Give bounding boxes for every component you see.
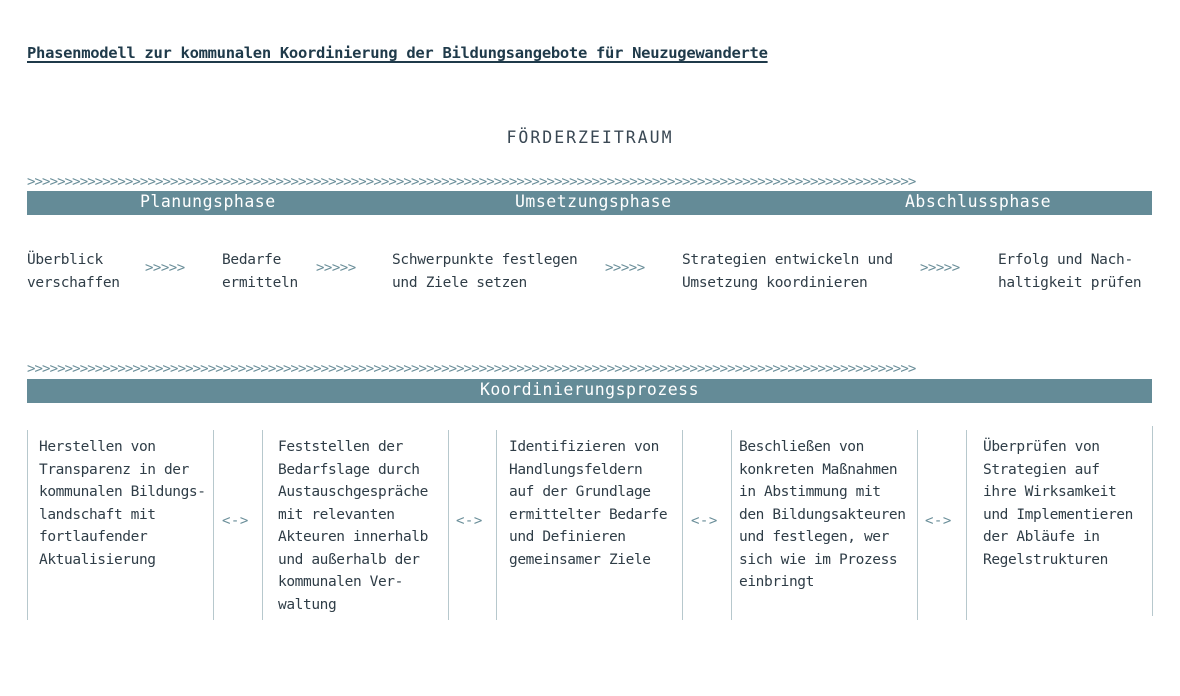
process-band <box>27 379 1152 403</box>
step-line: Schwerpunkte festlegen <box>392 252 578 268</box>
column-line: Austauschgespräche <box>278 484 428 500</box>
column-line: Feststellen der <box>278 439 403 455</box>
divider <box>966 430 967 620</box>
column-line: auf der Grundlage <box>509 484 651 500</box>
step-arrow: >>>>> <box>605 260 645 276</box>
step-line: Überblick <box>27 252 103 268</box>
column-line: der Abläufe in <box>983 529 1100 545</box>
column-line: ermittelter Bedarfe <box>509 506 668 523</box>
step-ueberblick <box>27 249 120 294</box>
phase-label-umsetzung: Umsetzungsphase <box>515 192 672 211</box>
step-bedarfe <box>222 249 298 294</box>
step-line: ermitteln <box>222 274 298 291</box>
bidirectional-arrow: <-> <box>456 513 483 529</box>
step-arrow: >>>>> <box>920 260 960 276</box>
step-line: Bedarfe <box>222 252 282 268</box>
phase-band <box>27 191 1152 215</box>
column-line: Strategien auf <box>983 461 1100 478</box>
step-line: verschaffen <box>27 274 120 291</box>
column-line: und Implementieren <box>983 506 1133 523</box>
column-line: Herstellen von <box>39 439 156 455</box>
divider <box>917 430 918 620</box>
divider <box>731 430 732 620</box>
divider <box>1152 426 1153 616</box>
column-line: Beschließen von <box>739 439 864 455</box>
column-line: und Definieren <box>509 529 626 545</box>
step-strategien <box>682 249 893 294</box>
timeline-chevrons-bottom: >>>>>>>>>>>>>>>>>>>>>>>>>>>>>>>>>>>>>>>>>>>>>>>>>>>>>>>>>>>>>>>>>>>>>>>>>>>>>>>>>>>>>>>>>>>>>>>>>>>>>>>>>>>>>>>>>>>>>> <box>27 361 916 377</box>
column-line: kommunalen Ver- <box>278 574 403 590</box>
phase-label-planung: Planungsphase <box>140 192 276 211</box>
column-line: einbringt <box>739 574 814 590</box>
column-line: Identifizieren von <box>509 439 659 455</box>
bidirectional-arrow: <-> <box>222 513 249 529</box>
column-line: den Bildungsakteuren <box>739 506 906 523</box>
phase-label-abschluss: Abschlussphase <box>905 192 1052 211</box>
divider <box>262 430 263 620</box>
divider <box>448 430 449 620</box>
step-line: und Ziele setzen <box>392 274 527 291</box>
column-line: Aktualisierung <box>39 551 156 568</box>
divider <box>27 430 28 620</box>
divider <box>496 430 497 620</box>
column-line: fortlaufender <box>39 529 148 545</box>
step-schwerpunkte <box>392 249 577 294</box>
column-line: kommunalen Bildungs- <box>39 484 206 500</box>
column-line: Handlungsfeldern <box>509 461 643 478</box>
bidirectional-arrow: <-> <box>691 513 718 529</box>
process-column-handlungsfelder <box>509 436 667 571</box>
process-column-bedarfslage <box>278 436 428 616</box>
column-line: ihre Wirksamkeit <box>983 484 1117 500</box>
column-line: Akteuren innerhalb <box>278 529 428 545</box>
step-arrow: >>>>> <box>316 260 356 276</box>
step-line: Erfolg und Nach- <box>998 252 1133 268</box>
divider <box>682 430 683 620</box>
step-line: haltigkeit prüfen <box>998 274 1142 291</box>
process-title: Koordinierungsprozess <box>479 380 700 399</box>
column-line: waltung <box>278 596 337 613</box>
column-line: Überprüfen von <box>983 439 1100 455</box>
column-line: landschaft mit <box>39 506 156 523</box>
column-line: Transparenz in der <box>39 461 189 478</box>
column-line: gemeinsamer Ziele <box>509 551 651 568</box>
step-line: Strategien entwickeln und <box>682 252 893 268</box>
column-line: in Abstimmung mit <box>739 484 881 500</box>
column-line: und festlegen, wer <box>739 529 889 545</box>
column-line: Regelstrukturen <box>983 551 1108 568</box>
column-line: konkreten Maßnahmen <box>739 461 898 478</box>
bidirectional-arrow: <-> <box>925 513 952 529</box>
column-line: sich wie im Prozess <box>739 551 898 568</box>
foerderzeitraum-label: FÖRDERZEITRAUM <box>506 128 674 147</box>
timeline-chevrons-top: >>>>>>>>>>>>>>>>>>>>>>>>>>>>>>>>>>>>>>>>>>>>>>>>>>>>>>>>>>>>>>>>>>>>>>>>>>>>>>>>>>>>>>>>>>>>>>>>>>>>>>>>>>>>>>>>>>>>>> <box>27 174 916 190</box>
step-arrow: >>>>> <box>145 260 185 276</box>
step-line: Umsetzung koordinieren <box>682 274 868 291</box>
column-line: Bedarfslage durch <box>278 461 420 478</box>
process-column-massnahmen <box>739 436 906 594</box>
divider <box>213 430 214 620</box>
column-line: und außerhalb der <box>278 551 420 568</box>
diagram-title: Phasenmodell zur kommunalen Koordinierung der Bildungsangebote für Neuzugewanderte <box>27 44 768 62</box>
step-erfolg <box>998 249 1141 294</box>
process-column-transparenz <box>39 436 206 571</box>
process-column-ueberpruefen <box>983 436 1133 571</box>
column-line: mit relevanten <box>278 506 395 523</box>
